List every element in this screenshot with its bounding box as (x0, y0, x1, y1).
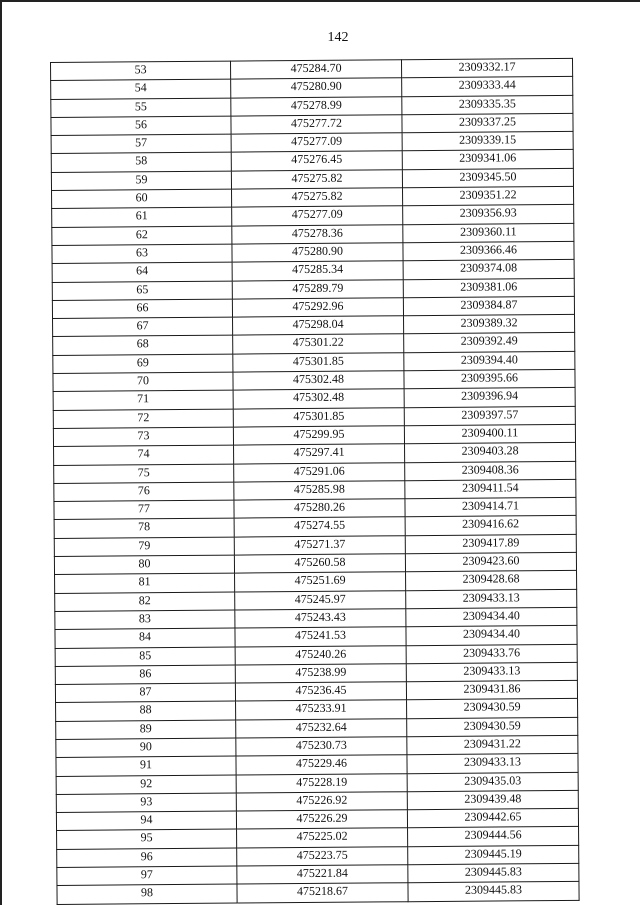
x-coordinate-cell: 475276.45 (231, 151, 402, 171)
y-coordinate-cell: 2309389.32 (404, 315, 575, 335)
y-coordinate-cell: 2309341.06 (402, 150, 573, 170)
x-coordinate-cell: 475226.29 (236, 810, 407, 830)
point-number-cell: 75 (54, 464, 234, 484)
point-number-cell: 76 (54, 482, 234, 502)
y-coordinate-cell: 2309434.40 (406, 607, 577, 627)
y-coordinate-cell: 2309395.66 (404, 369, 575, 389)
point-number-cell: 83 (55, 610, 235, 630)
y-coordinate-cell: 2309444.56 (408, 827, 579, 847)
y-coordinate-cell: 2309408.36 (405, 461, 576, 481)
x-coordinate-cell: 475238.99 (235, 664, 406, 684)
y-coordinate-cell: 2309332.17 (401, 58, 572, 78)
y-coordinate-cell: 2309403.28 (405, 443, 576, 463)
point-number-cell: 53 (51, 61, 231, 81)
point-number-cell: 62 (52, 226, 232, 246)
y-coordinate-cell: 2309356.93 (403, 205, 574, 225)
point-number-cell: 80 (54, 555, 234, 575)
x-coordinate-cell: 475243.43 (235, 609, 406, 629)
point-number-cell: 68 (53, 336, 233, 356)
point-number-cell: 57 (51, 134, 231, 154)
y-coordinate-cell: 2309384.87 (403, 296, 574, 316)
x-coordinate-cell: 475280.26 (234, 499, 405, 519)
x-coordinate-cell: 475232.64 (236, 718, 407, 738)
y-coordinate-cell: 2309394.40 (404, 351, 575, 371)
y-coordinate-cell: 2309434.40 (406, 626, 577, 646)
x-coordinate-cell: 475291.06 (234, 462, 405, 482)
point-number-cell: 81 (55, 573, 235, 593)
point-number-cell: 74 (54, 445, 234, 465)
page-number: 142 (327, 30, 349, 45)
point-number-cell: 72 (53, 409, 233, 429)
y-coordinate-cell: 2309360.11 (403, 223, 574, 243)
y-coordinate-cell: 2309445.83 (408, 863, 579, 883)
coordinates-table (50, 58, 580, 905)
y-coordinate-cell: 2309431.22 (407, 735, 578, 755)
x-coordinate-cell: 475289.79 (232, 279, 403, 299)
y-coordinate-cell: 2309381.06 (403, 278, 574, 298)
x-coordinate-cell: 475260.58 (234, 554, 405, 574)
y-coordinate-cell: 2309366.46 (403, 241, 574, 261)
point-number-cell: 77 (54, 500, 234, 520)
x-coordinate-cell: 475274.55 (234, 517, 405, 537)
y-coordinate-cell: 2309430.59 (407, 699, 578, 719)
y-coordinate-cell: 2309439.48 (407, 790, 578, 810)
point-number-cell: 64 (52, 262, 232, 282)
point-number-cell: 78 (54, 518, 234, 538)
point-number-cell: 56 (51, 116, 231, 136)
x-coordinate-cell: 475245.97 (235, 590, 406, 610)
scan-edge-left (0, 0, 2, 905)
point-number-cell: 97 (57, 866, 237, 886)
y-coordinate-cell: 2309411.54 (405, 479, 576, 499)
point-number-cell: 92 (56, 775, 236, 795)
y-coordinate-cell: 2309442.65 (407, 809, 578, 829)
point-number-cell: 85 (55, 647, 235, 667)
x-coordinate-cell: 475233.91 (236, 700, 407, 720)
y-coordinate-cell: 2309417.89 (405, 534, 576, 554)
point-number-cell: 58 (51, 153, 231, 173)
point-number-cell: 87 (55, 683, 235, 703)
y-coordinate-cell: 2309414.71 (405, 498, 576, 518)
point-number-cell: 90 (56, 738, 236, 758)
point-number-cell: 89 (56, 720, 236, 740)
x-coordinate-cell: 475229.46 (236, 755, 407, 775)
point-number-cell: 66 (52, 299, 232, 319)
point-number-cell: 54 (51, 79, 231, 99)
y-coordinate-cell: 2309345.50 (402, 168, 573, 188)
point-number-cell: 61 (52, 207, 232, 227)
coordinates-table-body (51, 58, 580, 904)
point-number-cell: 65 (52, 281, 232, 301)
x-coordinate-cell: 475275.82 (231, 170, 402, 190)
x-coordinate-cell: 475280.90 (231, 78, 402, 98)
x-coordinate-cell: 475277.09 (231, 133, 402, 153)
y-coordinate-cell: 2309400.11 (404, 424, 575, 444)
y-coordinate-cell: 2309435.03 (407, 772, 578, 792)
point-number-cell: 94 (56, 811, 236, 831)
point-number-cell: 70 (53, 372, 233, 392)
x-coordinate-cell: 475223.75 (237, 846, 408, 866)
point-number-cell: 96 (57, 848, 237, 868)
y-coordinate-cell: 2309396.94 (404, 388, 575, 408)
point-number-cell: 73 (53, 427, 233, 447)
x-coordinate-cell: 475302.48 (233, 389, 404, 409)
x-coordinate-cell: 475278.99 (231, 96, 402, 116)
x-coordinate-cell: 475230.73 (236, 737, 407, 757)
x-coordinate-cell: 475240.26 (235, 645, 406, 665)
x-coordinate-cell: 475228.19 (236, 773, 407, 793)
x-coordinate-cell: 475301.85 (233, 407, 404, 427)
x-coordinate-cell: 475298.04 (233, 316, 404, 336)
y-coordinate-cell: 2309445.19 (408, 845, 579, 865)
x-coordinate-cell: 475236.45 (235, 682, 406, 702)
y-coordinate-cell: 2309374.08 (403, 260, 574, 280)
x-coordinate-cell: 475218.67 (237, 883, 408, 903)
x-coordinate-cell: 475225.02 (237, 828, 408, 848)
x-coordinate-cell: 475285.98 (234, 481, 405, 501)
point-number-cell: 98 (57, 884, 237, 904)
point-number-cell: 91 (56, 756, 236, 776)
x-coordinate-cell: 475299.95 (233, 426, 404, 446)
point-number-cell: 79 (54, 537, 234, 557)
y-coordinate-cell: 2309423.60 (405, 552, 576, 572)
x-coordinate-cell: 475297.41 (234, 444, 405, 464)
x-coordinate-cell: 475277.72 (231, 115, 402, 135)
scan-edge-top (0, 0, 640, 2)
x-coordinate-cell: 475277.09 (232, 206, 403, 226)
point-number-cell: 86 (55, 665, 235, 685)
y-coordinate-cell: 2309392.49 (404, 333, 575, 353)
x-coordinate-cell: 475301.22 (233, 334, 404, 354)
y-coordinate-cell: 2309397.57 (404, 406, 575, 426)
y-coordinate-cell: 2309335.35 (402, 95, 573, 115)
y-coordinate-cell: 2309433.13 (407, 754, 578, 774)
x-coordinate-cell: 475301.85 (233, 352, 404, 372)
point-number-cell: 59 (51, 171, 231, 191)
point-number-cell: 82 (55, 592, 235, 612)
y-coordinate-cell: 2309333.44 (402, 77, 573, 97)
y-coordinate-cell: 2309428.68 (406, 571, 577, 591)
x-coordinate-cell: 475251.69 (235, 572, 406, 592)
y-coordinate-cell: 2309416.62 (405, 516, 576, 536)
y-coordinate-cell: 2309445.83 (408, 882, 579, 902)
x-coordinate-cell: 475221.84 (237, 865, 408, 885)
point-number-cell: 93 (56, 793, 236, 813)
y-coordinate-cell: 2309433.76 (406, 644, 577, 664)
y-coordinate-cell: 2309433.13 (406, 589, 577, 609)
x-coordinate-cell: 475302.48 (233, 371, 404, 391)
y-coordinate-cell: 2309339.15 (402, 132, 573, 152)
x-coordinate-cell: 475292.96 (232, 298, 403, 318)
y-coordinate-cell: 2309433.13 (406, 662, 577, 682)
x-coordinate-cell: 475280.90 (232, 243, 403, 263)
x-coordinate-cell: 475284.70 (230, 60, 401, 80)
point-number-cell: 88 (56, 701, 236, 721)
x-coordinate-cell: 475226.92 (236, 792, 407, 812)
x-coordinate-cell: 475271.37 (234, 535, 405, 555)
y-coordinate-cell: 2309337.25 (402, 113, 573, 133)
y-coordinate-cell: 2309431.86 (406, 680, 577, 700)
y-coordinate-cell: 2309351.22 (402, 186, 573, 206)
point-number-cell: 63 (52, 244, 232, 264)
point-number-cell: 55 (51, 98, 231, 118)
x-coordinate-cell: 475275.82 (232, 188, 403, 208)
x-coordinate-cell: 475278.36 (232, 224, 403, 244)
point-number-cell: 84 (55, 628, 235, 648)
table-row (57, 882, 579, 904)
point-number-cell: 60 (52, 189, 232, 209)
point-number-cell: 71 (53, 390, 233, 410)
point-number-cell: 67 (53, 317, 233, 337)
y-coordinate-cell: 2309430.59 (407, 717, 578, 737)
x-coordinate-cell: 475285.34 (232, 261, 403, 281)
x-coordinate-cell: 475241.53 (235, 627, 406, 647)
point-number-cell: 95 (57, 830, 237, 850)
point-number-cell: 69 (53, 354, 233, 374)
